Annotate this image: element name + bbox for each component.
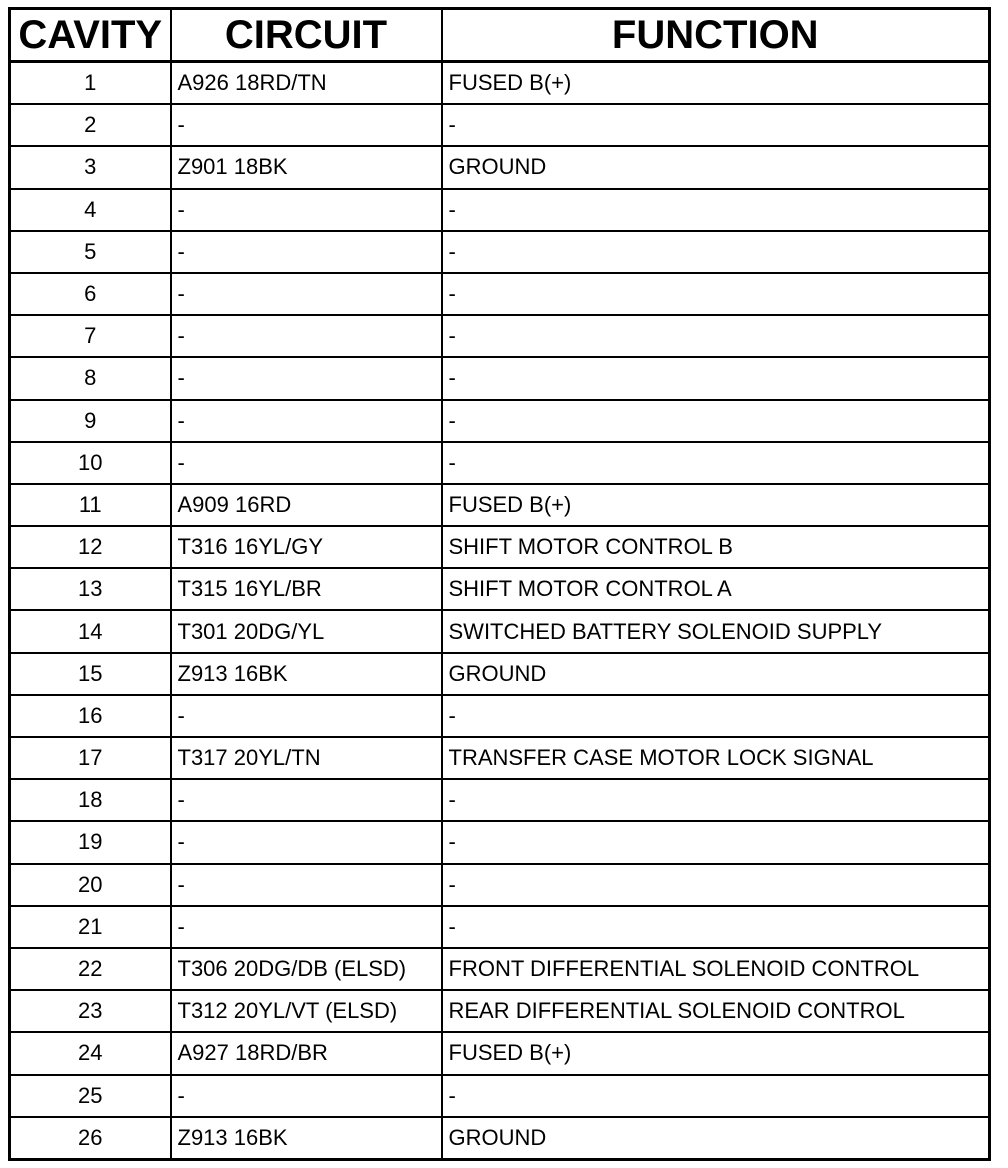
- circuit-cell: -: [171, 1075, 442, 1117]
- table-row: [10, 146, 990, 188]
- circuit-cell: -: [171, 400, 442, 442]
- cavity-cell: 23: [10, 990, 171, 1032]
- circuit-cell: -: [171, 273, 442, 315]
- cavity-cell: 25: [10, 1075, 171, 1117]
- table-row: [10, 1075, 990, 1117]
- table-body: [10, 62, 990, 1160]
- table-row: [10, 1032, 990, 1074]
- table-row: [10, 526, 990, 568]
- cavity-cell: 20: [10, 864, 171, 906]
- function-cell: -: [442, 104, 990, 146]
- circuit-cell: -: [171, 104, 442, 146]
- function-cell: TRANSFER CASE MOTOR LOCK SIGNAL: [442, 737, 990, 779]
- function-cell: -: [442, 821, 990, 863]
- circuit-cell: -: [171, 821, 442, 863]
- function-cell: -: [442, 315, 990, 357]
- function-cell: -: [442, 695, 990, 737]
- connector-pinout-table: [8, 7, 991, 1161]
- cavity-cell: 18: [10, 779, 171, 821]
- table-row: [10, 104, 990, 146]
- function-cell: GROUND: [442, 1117, 990, 1160]
- table-row: [10, 189, 990, 231]
- circuit-column-header: CIRCUIT: [171, 9, 442, 62]
- circuit-cell: A909 16RD: [171, 484, 442, 526]
- function-cell: SWITCHED BATTERY SOLENOID SUPPLY: [442, 610, 990, 652]
- table-row: [10, 737, 990, 779]
- circuit-cell: T306 20DG/DB (ELSD): [171, 948, 442, 990]
- circuit-cell: -: [171, 189, 442, 231]
- circuit-cell: Z913 16BK: [171, 1117, 442, 1160]
- table-row: [10, 442, 990, 484]
- cavity-cell: 13: [10, 568, 171, 610]
- function-cell: -: [442, 442, 990, 484]
- cavity-cell: 7: [10, 315, 171, 357]
- function-cell: -: [442, 400, 990, 442]
- table-row: [10, 695, 990, 737]
- circuit-cell: -: [171, 864, 442, 906]
- function-cell: GROUND: [442, 146, 990, 188]
- cavity-cell: 17: [10, 737, 171, 779]
- table-row: [10, 568, 990, 610]
- cavity-cell: 1: [10, 62, 171, 105]
- function-cell: FUSED B(+): [442, 484, 990, 526]
- cavity-cell: 5: [10, 231, 171, 273]
- function-cell: -: [442, 273, 990, 315]
- circuit-cell: -: [171, 442, 442, 484]
- cavity-cell: 22: [10, 948, 171, 990]
- cavity-cell: 12: [10, 526, 171, 568]
- cavity-cell: 6: [10, 273, 171, 315]
- circuit-cell: T312 20YL/VT (ELSD): [171, 990, 442, 1032]
- function-column-header: FUNCTION: [442, 9, 990, 62]
- function-cell: -: [442, 231, 990, 273]
- header-row: [10, 9, 990, 62]
- circuit-cell: T316 16YL/GY: [171, 526, 442, 568]
- cavity-column-header: CAVITY: [10, 9, 171, 62]
- cavity-cell: 26: [10, 1117, 171, 1160]
- cavity-cell: 21: [10, 906, 171, 948]
- table-row: [10, 1117, 990, 1160]
- table-row: [10, 653, 990, 695]
- function-cell: GROUND: [442, 653, 990, 695]
- table-row: [10, 231, 990, 273]
- function-cell: -: [442, 1075, 990, 1117]
- table-row: [10, 315, 990, 357]
- circuit-cell: -: [171, 906, 442, 948]
- function-cell: FRONT DIFFERENTIAL SOLENOID CONTROL: [442, 948, 990, 990]
- table-row: [10, 779, 990, 821]
- cavity-cell: 11: [10, 484, 171, 526]
- circuit-cell: T301 20DG/YL: [171, 610, 442, 652]
- table-row: [10, 484, 990, 526]
- table-row: [10, 273, 990, 315]
- table-row: [10, 821, 990, 863]
- circuit-cell: -: [171, 779, 442, 821]
- cavity-cell: 10: [10, 442, 171, 484]
- function-cell: REAR DIFFERENTIAL SOLENOID CONTROL: [442, 990, 990, 1032]
- cavity-cell: 2: [10, 104, 171, 146]
- function-cell: -: [442, 906, 990, 948]
- cavity-cell: 4: [10, 189, 171, 231]
- circuit-cell: T315 16YL/BR: [171, 568, 442, 610]
- table-row: [10, 906, 990, 948]
- function-cell: -: [442, 864, 990, 906]
- circuit-cell: Z901 18BK: [171, 146, 442, 188]
- cavity-cell: 19: [10, 821, 171, 863]
- circuit-cell: A927 18RD/BR: [171, 1032, 442, 1074]
- table-row: [10, 610, 990, 652]
- circuit-cell: Z913 16BK: [171, 653, 442, 695]
- function-cell: -: [442, 189, 990, 231]
- circuit-cell: A926 18RD/TN: [171, 62, 442, 105]
- circuit-cell: -: [171, 357, 442, 399]
- function-cell: SHIFT MOTOR CONTROL A: [442, 568, 990, 610]
- cavity-cell: 16: [10, 695, 171, 737]
- table-row: [10, 990, 990, 1032]
- function-cell: -: [442, 779, 990, 821]
- function-cell: SHIFT MOTOR CONTROL B: [442, 526, 990, 568]
- cavity-cell: 8: [10, 357, 171, 399]
- table-row: [10, 400, 990, 442]
- table-row: [10, 62, 990, 105]
- circuit-cell: -: [171, 695, 442, 737]
- table-row: [10, 864, 990, 906]
- cavity-cell: 14: [10, 610, 171, 652]
- table-row: [10, 357, 990, 399]
- function-cell: FUSED B(+): [442, 62, 990, 105]
- circuit-cell: -: [171, 231, 442, 273]
- circuit-cell: -: [171, 315, 442, 357]
- cavity-cell: 24: [10, 1032, 171, 1074]
- cavity-cell: 15: [10, 653, 171, 695]
- cavity-cell: 3: [10, 146, 171, 188]
- cavity-cell: 9: [10, 400, 171, 442]
- function-cell: -: [442, 357, 990, 399]
- circuit-cell: T317 20YL/TN: [171, 737, 442, 779]
- function-cell: FUSED B(+): [442, 1032, 990, 1074]
- table-row: [10, 948, 990, 990]
